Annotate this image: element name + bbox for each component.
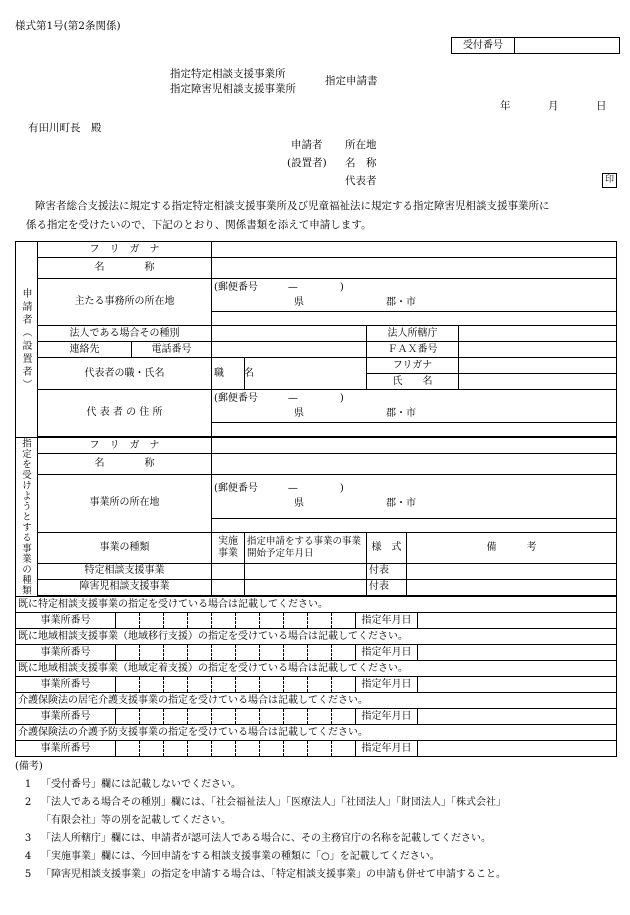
start-date-label: 指定申請をする事業の事業開始予定年月日 [245,532,367,563]
office-number-digit[interactable] [236,645,260,661]
office-number-digit[interactable] [284,677,308,693]
office-number-digit[interactable] [188,645,212,661]
designation-date-label: 指定年月日 [356,677,418,693]
note-text: 「受付番号」欄には記載しないでください。 [41,779,241,790]
biz1-implemented[interactable] [212,563,245,579]
office-number-label: 事業所番号 [16,613,116,629]
note-text: 「法人所轄庁」欄には、申請者が認可法人である場合に、その主務官庁の名称を記載してください。 [41,833,491,844]
office-number-digit[interactable] [236,709,260,725]
main-office-address-extra[interactable] [212,312,617,326]
fax-field[interactable] [459,342,617,358]
office-number-digit[interactable] [308,741,332,757]
office-number-label: 事業所番号 [16,741,116,757]
prior-designation-heading: 既に特定相談支援事業の指定を受けている場合は記載してください。 [16,597,617,613]
rep-address-field[interactable]: (郵便番号 — ) 県 郡・市 [212,390,617,423]
office-number-digit[interactable] [332,677,356,693]
authority-field[interactable] [459,326,617,342]
intro-line-2: 係る指定を受けたいので、下記のとおり、関係書類を添えて申請します。 [26,219,372,231]
furigana-label: フ リ ガ ナ [38,242,212,258]
office-number-digit[interactable] [188,677,212,693]
note-text: 「法人である場合その種別」欄には、「社会福祉法人」「医療法人」「社団法人」「財団法人」「株式会社」 [41,797,506,808]
office-number-digit[interactable] [332,613,356,629]
office-number-label: 事業所番号 [16,677,116,693]
corp-type-field[interactable] [212,326,367,342]
office-number-digit[interactable] [284,741,308,757]
biz2-style: 付表 [367,579,407,595]
office-type-2: 指定障害児相談支援事業所 [170,83,296,95]
note-item [15,830,620,848]
phone-label: 電話番号 [132,342,212,358]
note-number: 5 [24,869,32,880]
office-location-field[interactable]: (郵便番号 — ) 県 郡・市 [212,475,617,519]
biz1-start-date[interactable] [245,563,367,579]
form-number: 様式第1号(第2条関係) [15,20,121,32]
business-type-label: 事業の種類 [38,532,212,563]
main-office-address[interactable]: (郵便番号 — ) 県 郡・市 [212,279,617,312]
founder-label: (設置者) [287,157,327,169]
rep-address-extra[interactable] [212,423,617,437]
office-number-digit[interactable] [164,613,188,629]
remarks-label: 備 考 [407,532,617,563]
designation-date-label: 指定年月日 [356,741,418,757]
prior-designation-heading: 既に地域相談支援事業（地域定着支援）の指定を受けている場合は記載してください。 [16,661,617,677]
rep-furigana-label: フリガナ [367,358,459,374]
rep-furigana-field[interactable] [459,358,617,374]
applicant-name-label: 名 称 [345,157,377,169]
intro-line-1: 障害者総合支援法に規定する指定特定相談支援事業所及び児童福祉法に規定する指定障害児相談支援事業所に [35,200,550,212]
prior-designation-heading: 介護保険法の介護予防支援事業の指定を受けている場合は記載してください。 [16,725,617,741]
note-number: 4 [24,851,32,862]
office-number-digit[interactable] [284,613,308,629]
rep-name-field[interactable] [459,374,617,390]
office-number-digit[interactable] [212,741,236,757]
date-year: 年 [500,100,511,112]
office-furigana-label: フ リ ガ ナ [38,438,212,454]
office-type-1: 指定特定相談支援事業所 [170,68,286,80]
prior-designation-heading: 介護保険法の居宅介護支援事業の指定を受けている場合は記載してください。 [16,693,617,709]
office-number-digit[interactable] [308,677,332,693]
office-number-digit[interactable] [116,677,140,693]
phone-field[interactable] [212,342,367,358]
note-text: 「有限会社」等の別を記載してください。 [41,815,231,826]
office-number-digit[interactable] [212,677,236,693]
office-number-digit[interactable] [260,677,284,693]
biz2-remarks[interactable] [407,579,617,595]
document-title: 指定申請書 [325,75,378,87]
main-office-label: 主たる事務所の所在地 [38,279,212,326]
fax-label: ＦＡＸ番号 [367,342,459,358]
prior-designation-heading: 既に地域相談支援事業（地域移行支援）の指定を受けている場合は記載してください。 [16,629,617,645]
office-number-digit[interactable] [332,709,356,725]
biz2-start-date[interactable] [245,579,367,595]
office-number-digit[interactable] [260,613,284,629]
office-number-digit[interactable] [164,741,188,757]
office-number-digit[interactable] [308,645,332,661]
note-item [15,848,620,866]
office-number-digit[interactable] [164,709,188,725]
note-number: 3 [24,833,32,844]
rep-name-label: 氏 名 [367,374,459,390]
office-number-digit[interactable] [284,709,308,725]
receipt-label: 受付番号 [452,38,515,54]
applicant-address-label: 所在地 [345,139,377,151]
date-day: 日 [596,100,607,112]
designation-date-label: 指定年月日 [356,645,418,661]
office-number-digit[interactable] [140,677,164,693]
office-number-digit[interactable] [236,741,260,757]
office-number-digit[interactable] [212,645,236,661]
office-number-digit[interactable] [308,709,332,725]
office-number-digit[interactable] [212,709,236,725]
name-label: 名 称 [38,258,212,279]
note-item [15,866,620,884]
office-number-label: 事業所番号 [16,709,116,725]
office-number-digit[interactable] [188,741,212,757]
office-number-digit[interactable] [116,741,140,757]
office-number-digit[interactable] [116,613,140,629]
office-number-digit[interactable] [140,613,164,629]
note-text: 「実施事業」欄には、今回申請をする相談支援事業の種類に「○」を記載してください。 [41,851,440,862]
office-number-digit[interactable] [236,613,260,629]
position-label: 職 名 [212,358,245,390]
name-field[interactable] [212,258,617,279]
office-number-digit[interactable] [332,645,356,661]
receipt-box [451,37,620,54]
biz2-implemented[interactable] [212,579,245,595]
biz1-style: 付表 [367,563,407,579]
receipt-number-field[interactable] [515,38,620,54]
corp-type-label: 法人である場合その種別 [38,326,212,342]
designation-date-field[interactable] [418,677,617,693]
designation-date-field[interactable] [418,741,617,757]
office-furigana-field[interactable] [212,438,617,454]
office-number-digit[interactable] [212,613,236,629]
designation-date-label: 指定年月日 [356,613,418,629]
office-number-digit[interactable] [284,645,308,661]
note-item [15,776,620,794]
office-number-digit[interactable] [188,709,212,725]
date-month: 月 [548,100,559,112]
office-number-digit[interactable] [260,709,284,725]
rep-address-label: 代 表 者 の 住 所 [38,390,212,437]
applicant-label: 申請者 [291,139,323,151]
biz1-label: 特定相談支援事業 [38,563,212,579]
office-number-label: 事業所番号 [16,645,116,661]
office-number-digit[interactable] [332,741,356,757]
office-name-label: 名 称 [38,454,212,475]
office-number-digit[interactable] [260,741,284,757]
note-number [15,812,41,830]
rep-title-name-label: 代表者の職・氏名 [38,358,212,390]
notes-section [15,758,620,884]
biz2-label: 障害児相談支援事業 [38,579,212,595]
note-item [15,794,620,812]
office-number-digit[interactable] [236,677,260,693]
office-number-digit[interactable] [116,709,140,725]
office-number-digit[interactable] [308,613,332,629]
note-text: 「障害児相談支援事業」の指定を申請する場合は、「特定相談支援事業」の申請も併せて申請すること。 [41,869,506,880]
contact-label: 連絡先 [38,342,132,358]
designation-date-field[interactable] [418,613,617,629]
seal-mark: 印 [602,173,617,188]
representative-label: 代表者 [345,175,377,187]
office-number-digit[interactable] [140,709,164,725]
position-field[interactable] [245,358,367,390]
application-table [15,241,617,597]
note-number: 2 [24,797,32,808]
office-number-digit[interactable] [116,645,140,661]
style-label: 様 式 [367,532,407,563]
office-number-digit[interactable] [188,613,212,629]
office-location-extra[interactable] [212,518,617,532]
office-number-digit[interactable] [260,645,284,661]
furigana-field[interactable] [212,242,617,258]
note-item [15,812,620,830]
office-number-digit[interactable] [140,741,164,757]
office-number-digit[interactable] [164,677,188,693]
office-location-label: 事業所の所在地 [38,475,212,533]
office-number-digit[interactable] [164,645,188,661]
section-applicant-label: 申請者（設置者） [16,242,38,438]
biz1-remarks[interactable] [407,563,617,579]
authority-label: 法人所轄庁 [367,326,459,342]
designation-date-field[interactable] [418,709,617,725]
note-number: 1 [24,779,32,790]
implemented-label: 実施事業 [212,532,245,563]
office-name-field[interactable] [212,454,617,475]
section-business-label: 指定を受けようとする事業の種類 [16,438,38,597]
office-number-digit[interactable] [140,645,164,661]
designation-date-field[interactable] [418,645,617,661]
notes-title: (備考) [15,761,43,772]
designation-date-label: 指定年月日 [356,709,418,725]
addressee: 有田川町長 殿 [28,122,102,134]
prior-designations-table [15,596,617,757]
